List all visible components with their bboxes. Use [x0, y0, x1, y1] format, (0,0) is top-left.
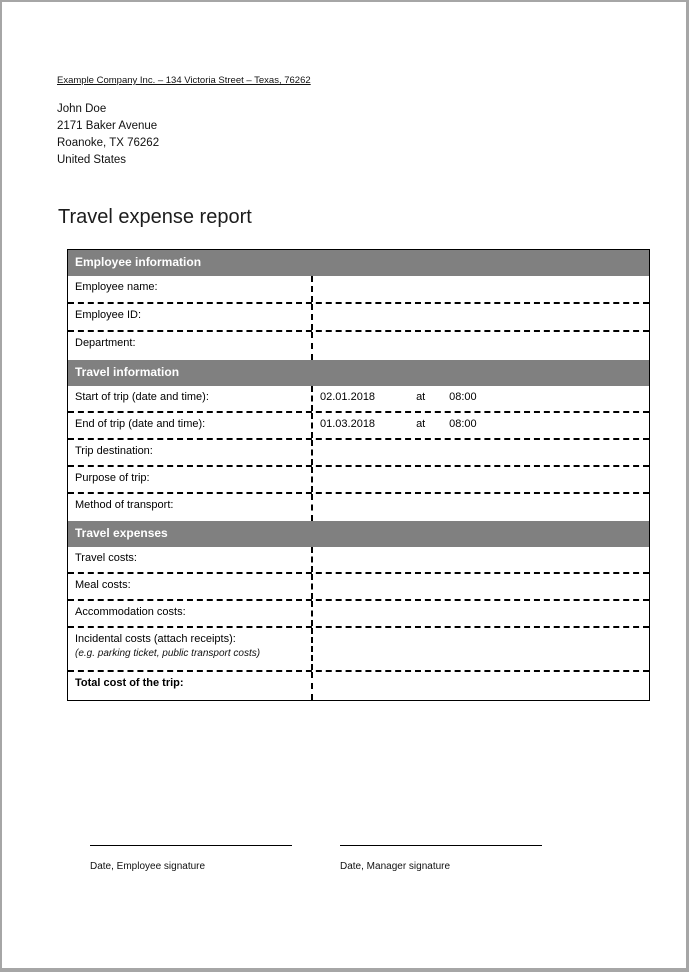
section-header-employee-information: Employee information	[68, 250, 649, 276]
total-cost-row	[68, 672, 649, 700]
employee-id-row	[68, 304, 649, 332]
recipient-name: John Doe	[57, 103, 107, 115]
recipient-address	[57, 101, 159, 169]
meal-costs-field[interactable]	[313, 574, 649, 599]
total-cost-label: Total cost of the trip:	[68, 672, 313, 700]
manager-signature-line[interactable]	[340, 845, 542, 846]
incidental-costs-field[interactable]	[313, 628, 649, 670]
travel-costs-label: Travel costs:	[68, 547, 313, 572]
employee-id-field[interactable]	[313, 304, 649, 330]
trip-end-at-label: at	[416, 418, 426, 430]
accommodation-costs-row	[68, 601, 649, 628]
employee-name-label: Employee name:	[68, 276, 313, 302]
expense-form-table	[67, 249, 650, 701]
department-label: Department:	[68, 332, 313, 360]
accommodation-costs-label: Accommodation costs:	[68, 601, 313, 626]
trip-destination-row	[68, 440, 649, 467]
section-header-travel-expenses: Travel expenses	[68, 521, 649, 547]
employee-signature-label: Date, Employee signature	[90, 861, 206, 872]
purpose-of-trip-row	[68, 467, 649, 494]
method-of-transport-label: Method of transport:	[68, 494, 313, 521]
department-field[interactable]	[313, 332, 649, 360]
trip-start-time-value: 08:00	[449, 391, 477, 403]
purpose-of-trip-label: Purpose of trip:	[68, 467, 313, 492]
method-of-transport-field[interactable]	[313, 494, 649, 521]
trip-end-date-value: 01.03.2018	[320, 418, 376, 430]
trip-destination-field[interactable]	[313, 440, 649, 465]
trip-start-date-value: 02.01.2018	[320, 391, 376, 403]
total-cost-field[interactable]	[313, 672, 649, 700]
company-letterhead: Example Company Inc. – 134 Victoria Street – Texas, 76262	[57, 75, 311, 86]
employee-signature-block	[90, 845, 292, 872]
employee-signature-line[interactable]	[90, 845, 292, 846]
incidental-costs-sublabel: (e.g. parking ticket, public transport costs)	[75, 648, 261, 659]
department-row	[68, 332, 649, 360]
accommodation-costs-field[interactable]	[313, 601, 649, 626]
trip-start-at-label: at	[416, 391, 426, 403]
trip-end-row	[68, 413, 649, 440]
trip-end-time-value: 08:00	[449, 418, 477, 430]
purpose-of-trip-field[interactable]	[313, 467, 649, 492]
travel-costs-row	[68, 547, 649, 574]
page-title: Travel expense report	[58, 206, 252, 228]
recipient-city: Roanoke, TX 76262	[57, 137, 160, 149]
trip-end-field[interactable]	[313, 413, 649, 438]
incidental-costs-label: Incidental costs (attach receipts): (e.g. parking ticket, public transport costs)	[68, 628, 313, 670]
manager-signature-label: Date, Manager signature	[340, 861, 451, 872]
employee-id-label: Employee ID:	[68, 304, 313, 330]
trip-destination-label: Trip destination:	[68, 440, 313, 465]
trip-start-field[interactable]	[313, 386, 649, 411]
manager-signature-block	[340, 845, 542, 872]
method-of-transport-row	[68, 494, 649, 521]
meal-costs-label: Meal costs:	[68, 574, 313, 599]
recipient-country: United States	[57, 154, 127, 166]
employee-name-row	[68, 276, 649, 304]
section-header-travel-information: Travel information	[68, 360, 649, 386]
trip-start-label: Start of trip (date and time):	[68, 386, 313, 411]
recipient-street: 2171 Baker Avenue	[57, 120, 158, 132]
meal-costs-row	[68, 574, 649, 601]
trip-end-label: End of trip (date and time):	[68, 413, 313, 438]
travel-costs-field[interactable]	[313, 547, 649, 572]
trip-start-row	[68, 386, 649, 413]
employee-name-field[interactable]	[313, 276, 649, 302]
incidental-costs-row	[68, 628, 649, 672]
